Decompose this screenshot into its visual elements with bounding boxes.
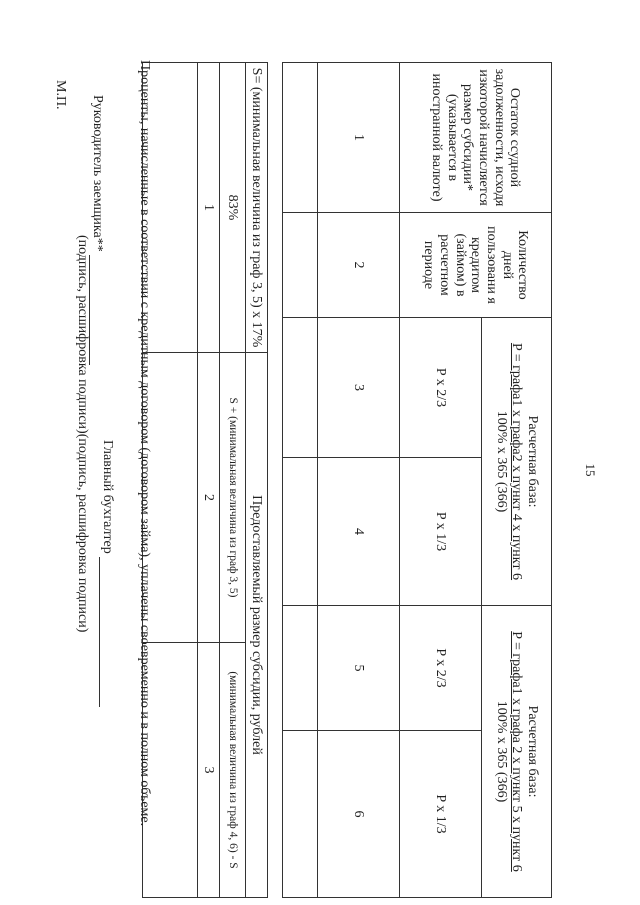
column-number-2: 2 xyxy=(318,213,400,318)
column-number-4: 4 xyxy=(318,458,400,606)
calc-base-1-denominator: 100% x 365 (366) xyxy=(493,410,509,513)
formula-col-2: S + (минимальная величина из граф 3, 5) xyxy=(220,353,246,643)
calc-base-2-title: Расчетная база: xyxy=(524,705,540,798)
subsidy-table xyxy=(142,62,268,898)
head-label: Руководитель заемщика** xyxy=(90,95,105,252)
calc-base-1-formula: P = графа1 x графа2 x пункт 4 x пункт 6 xyxy=(509,342,525,581)
calc-base-1-one-third: P x 1/3 xyxy=(399,458,481,606)
header-calc-base-2 xyxy=(481,606,551,898)
calculation-table xyxy=(282,62,552,898)
calc-base-1-title: Расчетная база: xyxy=(524,415,540,508)
calc-base-1-two-thirds: P x 2/3 xyxy=(399,318,481,458)
header-days-count: Количество дней пользовани я кредитом (займом) в расчетном периоде xyxy=(399,213,551,318)
header-s-formula: S= (минимальная величина из граф 3, 5) x 17% xyxy=(246,63,268,353)
subsidy-col-number-1: 1 xyxy=(198,63,220,353)
accountant-signature-line xyxy=(99,557,100,707)
subsidy-col-number-3: 3 xyxy=(198,643,220,898)
calc-base-2-denominator: 100% x 365 (366) xyxy=(493,700,509,803)
signature-caption: (подпись, расшифровка подписи)(подпись, расшифровка подписи) xyxy=(75,235,90,633)
header-calc-base-1 xyxy=(481,318,551,606)
subsidy-col-number-2: 2 xyxy=(198,353,220,643)
stamp-place: М.П. xyxy=(53,80,68,110)
page-number: 15 xyxy=(583,463,598,477)
calc-base-2-two-thirds: P x 2/3 xyxy=(399,606,481,731)
accountant-signature-row xyxy=(99,440,115,707)
accountant-label: Главный бухгалтер xyxy=(100,440,115,554)
header-subsidy-amount: Предоставляемый размер субсидии, рублей xyxy=(246,353,268,898)
column-number-1: 1 xyxy=(318,63,400,213)
column-number-6: 6 xyxy=(318,731,400,898)
header-debt-balance: Остаток ссудной задолженности, исходя изкоторой начисляется размер субсидии* (указывается в иностранной валюте) xyxy=(399,63,551,213)
calc-base-2-formula: P = графа1 x графа 2 x пункт 5 x пункт 6 xyxy=(509,631,525,872)
percent-83: 83% xyxy=(220,63,246,353)
column-number-5: 5 xyxy=(318,606,400,731)
formula-col-3: (минимальная величина из граф 4, 6) - S xyxy=(220,643,246,898)
interest-note: Проценты, начисленные в соответствии с кредитным договором (договором займа), уплачены своевременно и в полном объеме. xyxy=(137,60,152,827)
head-signature-row xyxy=(89,95,105,365)
calc-base-2-one-third: P x 1/3 xyxy=(399,731,481,898)
column-number-3: 3 xyxy=(318,318,400,458)
